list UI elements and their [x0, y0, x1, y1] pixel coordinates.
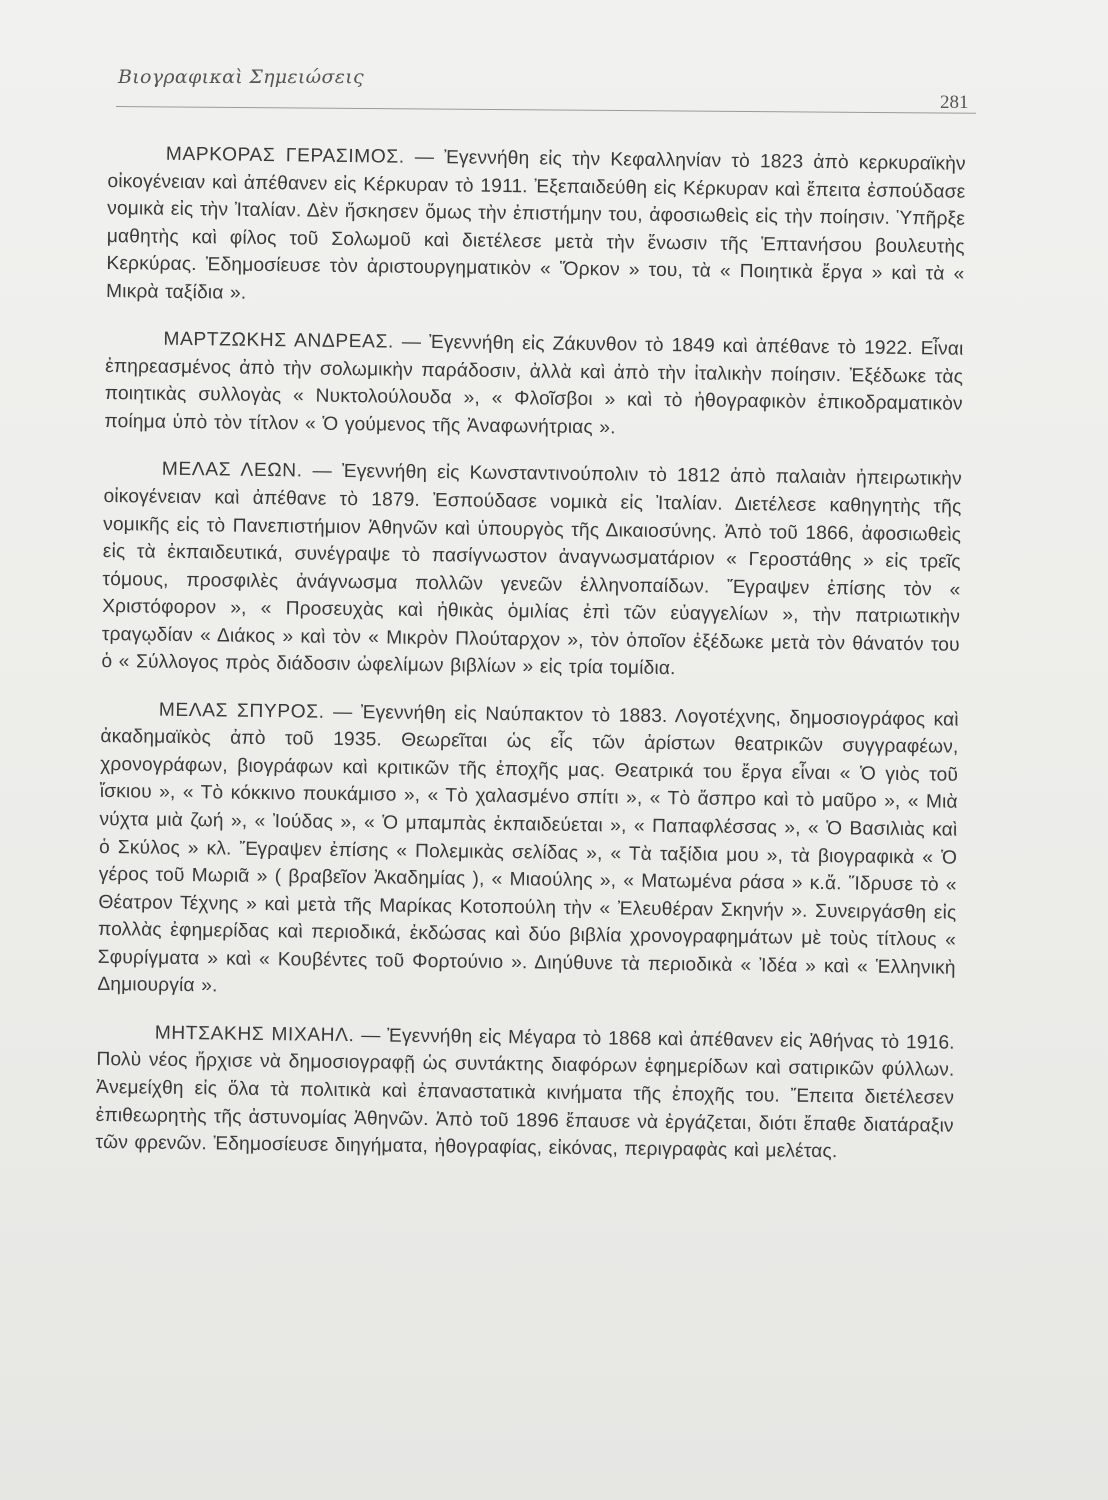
biography-list — [95, 140, 966, 1187]
entry-text: — Ἐγεννήθη εἰς Ζάκυνθον τὸ 1849 καὶ ἀπέθανε τὸ 1922. Εἶναι ἐπηρεασμένος ἀπὸ τὴν σολωμικὴν παράδοσιν, ἀλλὰ καὶ ἀπὸ τὴν ἰταλικὴν ποίησιν. Ἐξέδωκε τὰς ποιητικὰς συλλογὰς « Νυκτολούλουδα », « Φλοῖσβοι » καὶ τὸ ἠθογραφικὸν ἐπικοδραματικὸν ποίημα ὑπὸ τὸν τίτλον « Ὁ γούμενος τῆς Ἀναφωνήτριας ». — [104, 331, 964, 439]
entry-text: — Ἐγεννήθη εἰς Ναύπακτον τὸ 1883. Λογοτέχνης, δημοσιογράφος καὶ ἀκαδημαϊκὸς ἀπὸ τοῦ 1935. Θεωρεῖται ὡς εἷς τῶν ἀρίστων θεατρικῶν συγγραφέων, χρονογράφων, βιογράφων καὶ κριτικῶν τῆς ἐποχῆς μας. Θεατρικά του ἔργα εἶναι « Ὁ γιὸς τοῦ ἴσκιου », « Τὸ κόκκινο πουκάμισο », « Τὸ χαλασμένο σπίτι », « Τὸ ἄσπρο καὶ τὸ μαῦρο », « Μιὰ νύχτα μιὰ ζωή », « Ἰούδας », « Ὁ μπαμπὰς ἐκπαιδεύεται », « Παπαφλέσσας », « Ὁ Βασιλιὰς καὶ ὁ Σκύλος » κλ. Ἔγραψεν ἐπίσης « Πολεμικὰς σελίδας », « Τὰ ταξίδια μου », τὰ βιογραφικὰ « Ὁ γέρος τοῦ Μωριᾶ » ( βραβεῖον Ἀκαδημίας ), « Μιαούλης », « Ματωμένα ράσα » κ.ἄ. Ἵδρυσε τὸ « Θέατρον Τέχνης » καὶ μετὰ τῆς Μαρίκας Κοτοπούλη τὴν « Ἐλευθέραν Σκηνήν ». Συνειργάσθη εἰς πολλὰς ἐφημερίδας καὶ περιοδικά, ἐκδώσας καὶ δύο βιβλία χρονογραφημάτων μὲ τοὺς τίτλους « Σφυρίγματα » καὶ « Κουβέντες τοῦ Φορτούνιο ». Διηύθυνε τὰ περιοδικὰ « Ἰδέα » καὶ « Ἑλληνικὴ Δημιουργία ». — [97, 701, 959, 997]
entry-name: ΜΕΛΑΣ ΛΕΩΝ. — [161, 459, 303, 482]
biography-entry-mitsakis — [95, 1019, 955, 1168]
biography-entry-melas-leon — [101, 455, 962, 686]
biography-entry-markoras — [106, 140, 966, 316]
entry-text: — Ἐγεννήθη εἰς τὴν Κεφαλληνίαν τὸ 1823 ἀπὸ κερκυραϊκὴν οἰκογένειαν καὶ ἀπέθανεν εἰς Κέρκυραν τὸ 1911. Ἐξεπαιδεύθη εἰς Κέρκυραν καὶ ἔπειτα ἐσπούδασε νομικὰ εἰς τὴν Ἰταλίαν. Δὲν ἤσκησεν ὅμως τὴν ἐπιστήμην του, ἀφοσιωθεὶς εἰς τὴν ποίησιν. Ὑπῆρξε μαθητὴς καὶ φίλος τοῦ Σολωμοῦ καὶ διετέλεσε μετὰ τὴν ἕνωσιν τῆς Ἑπτανήσου βουλευτὴς Κερκύρας. Ἐδημοσίευσε τὸν ἀριστουργηματικὸν « Ὅρκον » του, τὰ « Ποιητικὰ ἔργα » καὶ τὰ « Μικρὰ ταξίδια ». — [105, 146, 966, 304]
header-rule — [116, 106, 976, 114]
biography-entry-martzokis — [104, 325, 963, 446]
entry-name: ΜΑΡΤΖΩΚΗΣ ΑΝΔΡΕΑΣ. — [163, 328, 395, 353]
page-number: 281 — [940, 92, 969, 113]
running-title: Βιογραφικαὶ Σημειώσεις — [118, 66, 364, 88]
entry-name: ΜΕΛΑΣ ΣΠΥΡΟΣ. — [158, 699, 325, 723]
biography-entry-melas-spyros — [97, 696, 959, 1010]
entry-name: ΜΑΡΚΟΡΑΣ ΓΕΡΑΣΙΜΟΣ. — [165, 143, 405, 168]
entry-text: — Ἐγεννήθη εἰς Μέγαρα τὸ 1868 καὶ ἀπέθανεν εἰς Ἀθήνας τὸ 1916. Πολὺ νέος ἤρχισε νὰ δημοσιογραφῇ ὡς συντάκτης διαφόρων ἐφημερίδων καὶ σατιρικῶν φύλλων. Ἀνεμείχθη εἰς ὅλα τὰ πολιτικὰ καὶ ἐπαναστατικὰ κινήματα τῆς ἐποχῆς του. Ἔπειτα διετέλεσεν ἐπιθεωρητὴς τῆς ἀστυνομίας Ἀθηνῶν. Ἀπὸ τοῦ 1896 ἔπαυσε νὰ ἐργάζεται, διότι ἔπαθε διατάραξιν τῶν φρενῶν. Ἐδημοσίευσε διηγήματα, ἠθογραφίας, εἰκόνας, περιγραφὰς καὶ μελέτας. — [95, 1025, 955, 1163]
entry-text: — Ἐγεννήθη εἰς Κωνσταντινούπολιν τὸ 1812 ἀπὸ παλαιὰν ἠπειρωτικὴν οἰκογένειαν καὶ ἀπέθανε τὸ 1879. Ἐσπούδασε νομικὰ εἰς Ἰταλίαν. Διετέλεσε καθηγητὴς τῆς νομικῆς εἰς τὸ Πανεπιστήμιον Ἀθηνῶν καὶ ὑπουργὸς τῆς Δικαιοσύνης. Ἀπὸ τοῦ 1866, ἀφοσιωθεὶς εἰς τὰ ἐκπαιδευτικά, συνέγραψε τὸ πασίγνωστον ἀναγνωσματάριον « Γεροστάθης » εἰς τρεῖς τόμους, προσφιλὲς ἀνάγνωσμα πολλῶν γενεῶν ἑλληνοπαίδων. Ἔγραψεν ἐπίσης τὸν « Χριστόφορον », « Προσευχὰς καὶ ἠθικὰς ὁμιλίας ἐπὶ τῶν εὐαγγελίων », τὴν πατριωτικὴν τραγῳδίαν « Διάκος » καὶ τὸν « Μικρὸν Πλούταρχον », τὸν ὁποῖον ἐξέδωκε μετὰ τὸν θάνατόν του ὁ « Σύλλογος πρὸς διάδοσιν ὠφελίμων βιβλίων » εἰς τρία τομίδια. — [101, 460, 962, 680]
entry-name: ΜΗΤΣΑΚΗΣ ΜΙΧΑΗΛ. — [154, 1022, 355, 1047]
